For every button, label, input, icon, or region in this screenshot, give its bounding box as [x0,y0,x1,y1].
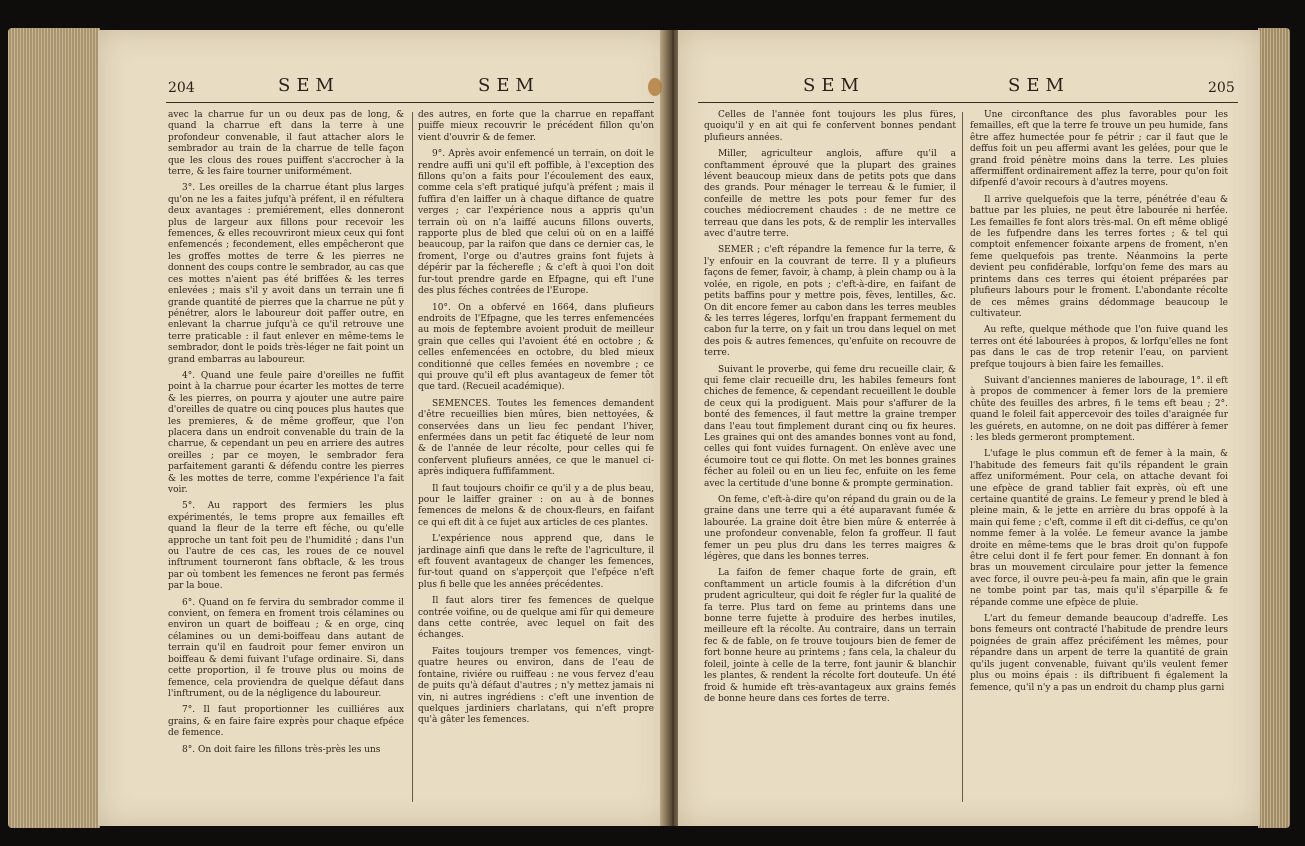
wax-stain [648,78,662,96]
paragraph: L'expérience nous apprend que, dans le jardinage ainfi que dans le refte de l'agriculture, il eft fouvent avantageux de changer les femences, fur-tout quand on s'apperçoit que l'efpéce n'eft plus fi belle que les années précédentes. [418,534,654,590]
paragraph: 9°. Après avoir enfemencé un terrain, on doit le rendre auffi uni qu'il eft poffible, à l'exception des fillons qu'on a faits pour l'écoulement des eaux, comme cela s'eft pratiqué jufqu'à préfent ; mais il fuffira d'en laiffer un à chaque diftance de quatre verges ; car l'expérience nous a appris qu'un terrain où on n'a laiffé aucuns fillons ouverts, rapporte plus de bled que celui où on en a laiffé beaucoup, par la raifon que dans ce dernier cas, le froment, l'orge ou d'autres grains font fujets à dépérir par la fécherefle ; & c'eft à quoi l'on doit fur-tout prendre garde en Efpagne, qui eft l'une des plus féches contrées de l'Europe. [418,149,654,297]
paragraph: avec la charrue fur un ou deux pas de long, & quand la charrue eft dans la terre à une profondeur convenable, il faut attacher alors le sembrador au train de la charrue de telle façon que les clous des roues puiffent s'accrocher à la terre, & les faire tourner uniformément. [168,110,404,178]
paragraph: SEMENCES. Toutes les femences demandent d'être recueillies bien mûres, bien nettoyées, & conservées dans un lieu fec pendant l'hiver, enfermées dans un petit fac étiqueté de leur nom & de l'année de leur récolte, pour celles qui fe confervent plufieurs années, ce que le manuel ci-après indiquera fuffifamment. [418,398,654,478]
column-divider [962,112,963,802]
text-column-1 [168,110,404,810]
text-column-2 [418,110,654,810]
paragraph: des autres, en forte que la charrue en repaffant puiffe mieux recouvrir le précédent fillon qu'on vient d'ouvrir & de femer. [418,110,654,143]
paragraph: 4°. Quand une feule paire d'oreilles ne fuffit point à la charrue pour écarter les mottes de terre & les pierres, on pourra y ajouter une autre paire d'oreilles de quatre ou cinq pouces plus hautes que les premieres, & de même groffeur, que l'on placera dans un endroit convenable du train de la charrue, & cependant un peu en arriere des autres oreilles ; par ce moyen, le sembrador fera parfaitement garanti & défendu contre les pierres & les mottes de terre, comme l'expérience l'a fait voir. [168,370,404,495]
paragraph: 10°. On a obfervé en 1664, dans plufieurs endroits de l'Efpagne, que les terres enfemencées au mois de feptembre avoient produit de meilleur grain que celles qui l'avoient été en octobre ; & celles enfemencées en octobre, du bled mieux conditionné que celles femées en novembre ; ce qui prouve qu'il eft plus avantageux de femer tôt que tard. (Recueil académique). [418,302,654,393]
text-column-1 [704,110,956,810]
paragraph: 6°. Quand on fe fervira du sembrador comme il convient, on femera en froment trois célamines ou environ un quart de boiffeau ; & en orge, cinq célamines ou un demi-boiffeau dans autant de terrain qu'il en faudroit pour femer environ un boiffeau & demi fuivant l'ufage ordinaire. Si, dans cette proportion, il fe trouve plus ou moins de femence, cela proviendra de quelque défaut dans l'inftrument, ou de la négligence du laboureur. [168,597,404,699]
header-rule [166,102,654,103]
paragraph: Suivant d'anciennes manieres de labourage, 1°. il eft à propos de commencer à femer lors de la premiere chûte des feuilles des arbres, fi le tems eft beau ; 2°. quand le foleil fait appercevoir des toiles d'araignée fur les guérets, en automne, on ne doit pas différer à femer : les bleds germeront promptement. [970,375,1228,443]
running-head: SEM [1008,75,1070,96]
paragraph: On feme, c'eft-à-dire qu'on répand du grain ou de la graine dans une terre qui a été auparavant fumée & labourée. La graine doit être bien mûre & enterrée à une profondeur convenable, felon fa groffeur. Il faut femer un peu plus dru dans les terres maigres & légères, que dans les bonnes terres. [704,495,956,563]
paragraph: Miller, agriculteur anglois, affure qu'il a conftamment éprouvé que la plupart des graines lévent beaucoup mieux dans de petits pots que dans des grands. Pour ménager le terreau & le fumier, il confeille de mettre les pots pour femer fur des couches médiocrement chaudes : de ne mettre ce terreau que dans les pots, & de remplir les intervalles avec d'autre terre. [704,149,956,240]
right-page-edges [1258,28,1290,828]
page-number: 204 [168,80,195,96]
running-head: SEM [478,75,540,96]
page-number: 205 [1208,80,1235,96]
paragraph: Celles de l'année font toujours les plus fûres, quoiqu'il y en ait qui fe confervent bonnes pendant plufieurs années. [704,110,956,143]
paragraph: Il faut alors tirer fes femences de quelque contrée voifine, ou de quelque ami fûr qui demeure dans cette contrée, avec lequel on fait des échanges. [418,596,654,641]
header-rule [698,102,1238,103]
paragraph: Au refte, quelque méthode que l'on fuive quand les terres ont été labourées à propos, & lorfqu'elles ne font pas dans le cas de trop retenir l'eau, on parvient prefque toujours à bien faire les femailles. [970,325,1228,370]
left-page [98,30,668,826]
paragraph: La faifon de femer chaque forte de grain, eft conftamment un article foumis à la difcrétion d'un prudent agriculteur, qui doit fe régler fur la qualité de fa terre. Plus tard on feme au printems dans une bonne terre fujette à produire des herbes inutiles, meilleure eft la récolte. Au contraire, dans un terrain fec & de fable, on fe trouve toujours bien de femer de fort bonne heure au printems ; fans cela, la chaleur du foleil, jointe à celle de la terre, font jaunir & blanchir les plantes, & rendent la récolte fort douteufe. Un été froid & humide eft très-avantageux aux grains femés de bonne heure dans ces fortes de terre. [704,568,956,704]
paragraph: 8°. On doit faire les fillons très-près les uns [182,744,381,755]
paragraph: SEMER ; c'eft répandre la femence fur la terre, & l'y enfouir en la couvrant de terre. Il y a plufieurs façons de femer, favoir, à champ, à plein champ ou à la volée, en rigole, en pots ; c'eft-à-dire, en faifant de petits baffins pour y mettre pois, fèves, lentilles, &c. On dit encore femer au cabon dans les terres meubles & les terres légeres, lorfqu'en frappant fermement du cabon fur la terre, on y fait un trou dans lequel on met des pois & autres femences, qu'enfuite on recouvre de terre. [704,245,956,359]
right-page [678,30,1260,826]
running-head: SEM [278,75,340,96]
paragraph: Suivant le proverbe, qui feme dru recueille clair, & qui feme clair recueille dru, les habiles femeurs font chiches de femence, & cependant recueillent le double de ceux qui la prodiguent. Mais pour s'affurer de la bonté des femences, il faut mettre la graine tremper dans l'eau tout fimplement durant cinq ou fix heures. Les graines qui ont des amandes bonnes vont au fond, celles qui font vuides furnagent. On enlève avec une écumoire tout ce qui flotte. On met les bonnes graines fécher au foleil ou en un lieu fec, enfuite on les feme avec la certitude d'une bonne & prompte germination. [704,364,956,489]
paragraph: 5°. Au rapport des fermiers les plus expérimentés, le tems propre aux femailles eft quand la fleur de la terre eft féche, ou qu'elle approche un tant foit peu de l'humidité ; dans l'un ou l'autre de ces cas, les roues de ce nouvel inftrument tourneront fans obftacle, & les trous par où tombent les femences ne feront pas fermés par la boue. [168,501,404,592]
paragraph: Il arrive quelquefois que la terre, pénétrée d'eau & battue par les pluies, ne peut être labourée ni herfée. Les femailles fe font alors très-mal. On eft même obligé de les fufpendre dans les terres fortes ; & tel qui comptoit enfemencer foixante arpens de froment, n'en feme quelquefois pas trente. Néanmoins la perte devient peu confidérable, lorfqu'on feme des mars au printems dans ces terres qui étoient préparées par plufieurs labours pour le froment. L'abondante récolte de ces mêmes grains dédommage beaucoup le cultivateur. [970,194,1228,319]
paragraph: L'ufage le plus commun eft de femer à la main, & l'habitude des femeurs fait qu'ils répandent le grain affez uniformément. Pour cela, on attache devant foi une efpèce de grand tablier fait exprès, où eft une certaine quantité de grains. Le femeur y prend le bled à pleine main, & le jette en arrière du bras oppofé à la main qui feme ; c'eft, comme il eft dit ci-deffus, ce qu'on nomme femer à la volée. Le femeur avance la jambe droite en même-tems que le bras droit qu'on fuppofe être celui dont il fe fert pour femer. En donnant à fon bras un mouvement circulaire pour jetter la femence avec force, il ouvre peu-à-peu fa main, afin que le grain ne tombe point par tas, mais qu'il s'éparpille & fe répande comme une efpèce de pluie. [970,449,1228,608]
text-column-2 [970,110,1228,810]
paragraph: 7°. Il faut proportionner les cuilliéres aux grains, & en faire faire exprès pour chaque efpéce de femence. [168,705,404,739]
running-head: SEM [803,75,865,96]
paragraph: Une circonftance des plus favorables pour les femailles, eft que la terre fe trouve un peu humide, fans être affez humectée pour fe pétrir ; car il faut que le deffus foit un peu affermi avant les gelées, pour que le grand froid pénètre moins dans la terre. Les pluies affermiffent ordinairement affez la terre, pour qu'on foit difpenfé d'avoir recours à d'autres moyens. [970,110,1228,189]
left-page-edges [8,28,100,828]
paragraph: Faites toujours tremper vos femences, vingt-quatre heures ou environ, dans de l'eau de fontaine, riviére ou ruiffeau : ne vous fervez d'eau de puits qu'à défaut d'autres ; n'y mettez jamais ni vin, ni autres ingrédiens : c'eft une invention de quelques jardiniers charlatans, qui n'eft propre qu'à gâter les femences. [418,646,654,726]
paragraph: Il faut toujours choifir ce qu'il y a de plus beau, pour le laiffer grainer : on au à de bonnes femences de melons & de choux-fleurs, en faifant ce qui eft dit à ce fujet aux articles de ces plantes. [418,483,654,528]
column-divider [412,112,413,802]
paragraph: 3°. Les oreilles de la charrue étant plus larges qu'on ne les a faites jufqu'à préfent, il en réfultera deux avantages : premiérement, elles donneront plus de largeur aux fillons pour recevoir les femences, & elles recouvriront mieux ceux qui font enfemencés ; fecondement, elles empêcheront que les groffes mottes de terre & les pierres ne donnent des coups contre le sembrador, au cas que ces mottes n'aient pas été briffées & les terres enlevées ; mais s'il y avoit dans un terrain une fi grande quantité de pierres que la charrue ne pût y pénétrer, alors le laboureur doit paffer outre, en enlevant la charrue jufqu'à ce qu'il retrouve une terre praticable : il faut enlever en même-tems le sembrador, dont le poids très-léger ne fait point un grand embarras au laboureur. [168,183,404,365]
paragraph: L'art du femeur demande beaucoup d'adreffe. Les bons femeurs ont contracté l'habitude de prendre leurs poignées de grain affez précifément les mêmes, pour répandre dans un arpent de terre la quantité de grain qu'ils jugent convenable, fuivant qu'ils veulent femer plus ou moins épais : ils diftribuent fi également la femence, qu'il n'y a pas un endroit du champ plus garni [970,614,1228,693]
